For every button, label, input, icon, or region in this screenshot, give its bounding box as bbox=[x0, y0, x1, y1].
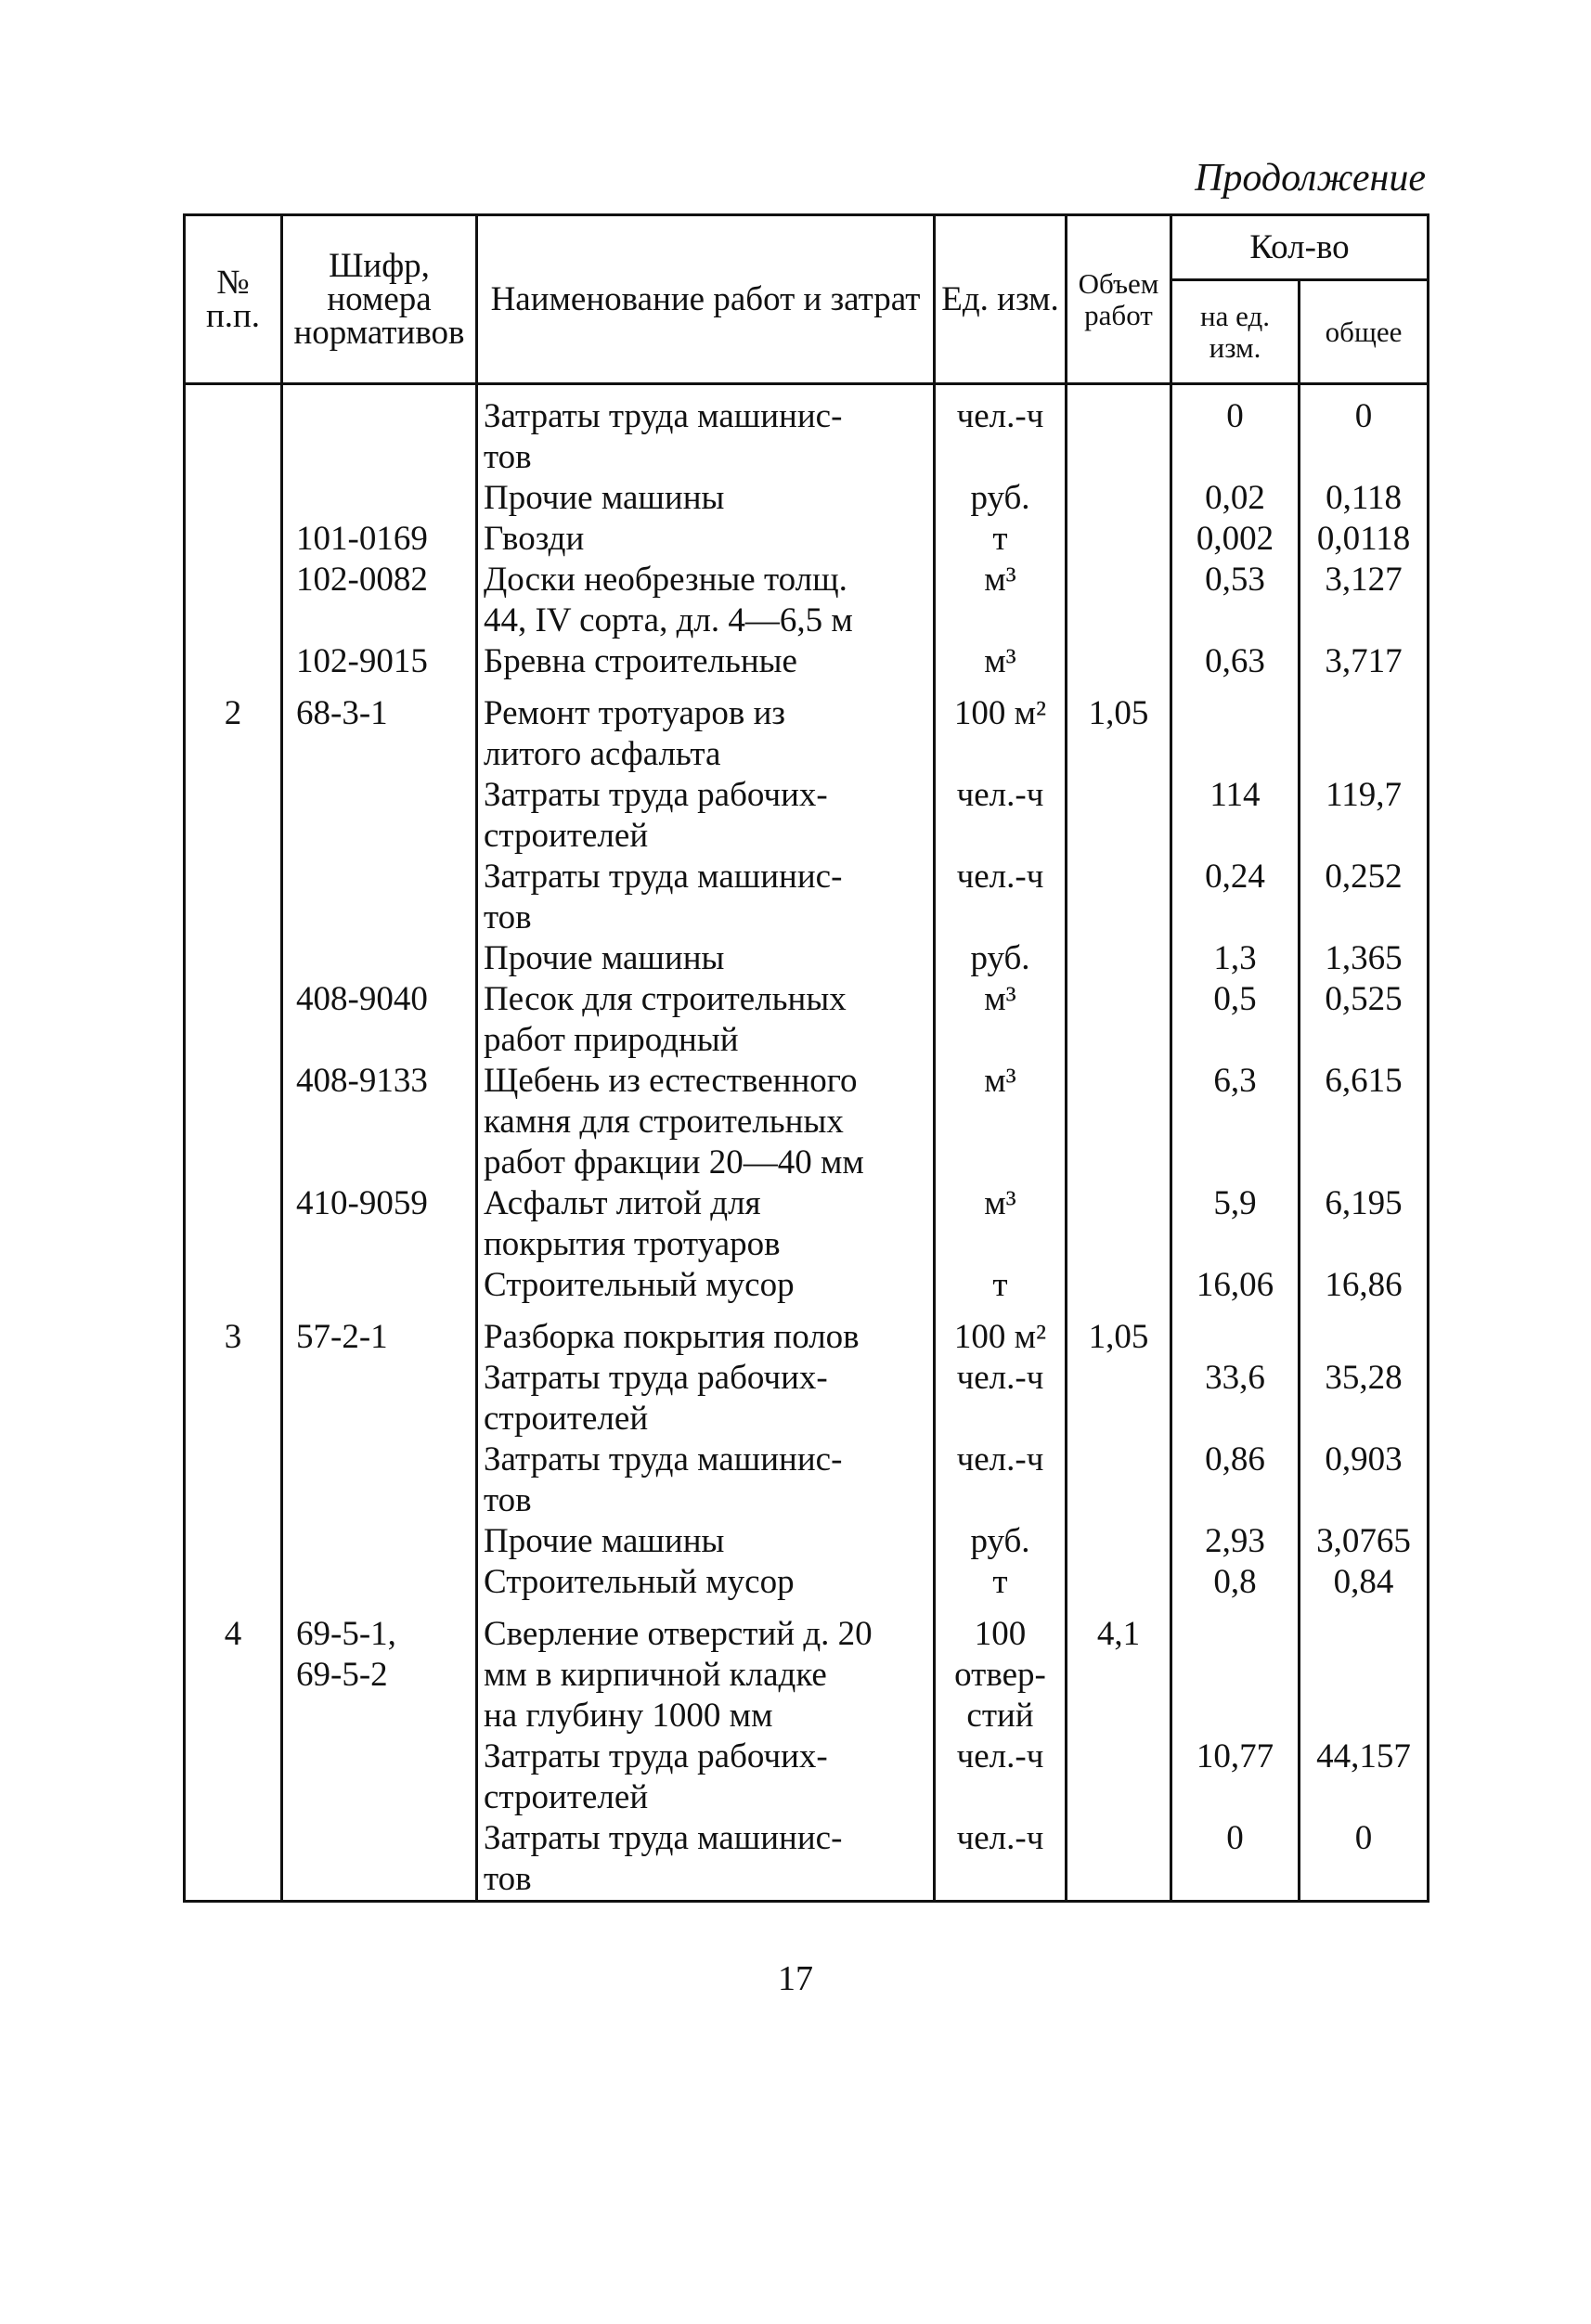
cell-code bbox=[282, 1562, 477, 1603]
cell-number bbox=[185, 478, 282, 519]
table-row bbox=[185, 857, 1429, 938]
cell-total: 6,195 bbox=[1300, 1183, 1429, 1265]
cell-per-unit bbox=[1171, 1603, 1300, 1737]
header-qty: Кол-во bbox=[1171, 215, 1429, 280]
table-row bbox=[185, 1265, 1429, 1306]
cell-total: 119,7 bbox=[1300, 775, 1429, 857]
table-row bbox=[185, 1440, 1429, 1521]
cell-unit: чел.-ч bbox=[935, 1737, 1067, 1818]
cell-total: 0 bbox=[1300, 384, 1429, 479]
cell-code bbox=[282, 1818, 477, 1902]
cell-unit: м³ bbox=[935, 979, 1067, 1061]
cell-number bbox=[185, 519, 282, 560]
cell-name: Прочие машины bbox=[477, 1521, 935, 1562]
cell-number bbox=[185, 1061, 282, 1183]
cell-name: Затраты труда машинис- тов bbox=[477, 857, 935, 938]
table-row bbox=[185, 1737, 1429, 1818]
cell-number bbox=[185, 938, 282, 979]
cell-per-unit: 0,86 bbox=[1171, 1440, 1300, 1521]
cell-per-unit: 10,77 bbox=[1171, 1737, 1300, 1818]
cell-unit: чел.-ч bbox=[935, 1818, 1067, 1902]
cell-code bbox=[282, 775, 477, 857]
table-row bbox=[185, 938, 1429, 979]
cell-unit: руб. bbox=[935, 478, 1067, 519]
table-row bbox=[185, 1562, 1429, 1603]
cell-per-unit: 0,53 bbox=[1171, 560, 1300, 641]
cell-per-unit: 114 bbox=[1171, 775, 1300, 857]
cell-number: 4 bbox=[185, 1603, 282, 1737]
cell-volume bbox=[1067, 938, 1171, 979]
header-name: Наименование работ и затрат bbox=[477, 215, 935, 384]
cell-code bbox=[282, 1737, 477, 1818]
cell-name: Гвозди bbox=[477, 519, 935, 560]
cell-unit: чел.-ч bbox=[935, 384, 1067, 479]
cell-total: 0,903 bbox=[1300, 1440, 1429, 1521]
cell-name: Затраты труда рабочих- строителей bbox=[477, 1358, 935, 1440]
cell-volume bbox=[1067, 478, 1171, 519]
cell-volume bbox=[1067, 641, 1171, 682]
table-row bbox=[185, 775, 1429, 857]
table-row bbox=[185, 478, 1429, 519]
cell-per-unit: 16,06 bbox=[1171, 1265, 1300, 1306]
header-volume: Объем работ bbox=[1067, 215, 1171, 384]
cell-per-unit: 0,8 bbox=[1171, 1562, 1300, 1603]
cell-number: 3 bbox=[185, 1306, 282, 1358]
cell-total: 0,252 bbox=[1300, 857, 1429, 938]
cell-number: 2 bbox=[185, 682, 282, 775]
table-row bbox=[185, 1818, 1429, 1902]
cell-per-unit: 6,3 bbox=[1171, 1061, 1300, 1183]
cell-volume bbox=[1067, 775, 1171, 857]
cell-unit: руб. bbox=[935, 938, 1067, 979]
cell-volume: 1,05 bbox=[1067, 682, 1171, 775]
cell-code: 68-3-1 bbox=[282, 682, 477, 775]
cell-unit: т bbox=[935, 1265, 1067, 1306]
cell-name: Прочие машины bbox=[477, 478, 935, 519]
cell-total: 0 bbox=[1300, 1818, 1429, 1902]
cell-per-unit: 1,3 bbox=[1171, 938, 1300, 979]
cell-name: Затраты труда машинис- тов bbox=[477, 1440, 935, 1521]
cell-code: 57-2-1 bbox=[282, 1306, 477, 1358]
table-row bbox=[185, 1306, 1429, 1358]
cell-per-unit: 5,9 bbox=[1171, 1183, 1300, 1265]
cell-code: 410-9059 bbox=[282, 1183, 477, 1265]
cell-total: 16,86 bbox=[1300, 1265, 1429, 1306]
cell-volume bbox=[1067, 384, 1171, 479]
cell-number bbox=[185, 979, 282, 1061]
cell-per-unit: 2,93 bbox=[1171, 1521, 1300, 1562]
cell-name: Затраты труда рабочих- строителей bbox=[477, 1737, 935, 1818]
cell-total: 6,615 bbox=[1300, 1061, 1429, 1183]
cell-code bbox=[282, 938, 477, 979]
cell-unit: чел.-ч bbox=[935, 1440, 1067, 1521]
cell-per-unit bbox=[1171, 682, 1300, 775]
cell-total: 44,157 bbox=[1300, 1737, 1429, 1818]
table-row bbox=[185, 979, 1429, 1061]
table-row bbox=[185, 641, 1429, 682]
cell-name: Затраты труда машинис- тов bbox=[477, 384, 935, 479]
cell-code bbox=[282, 1521, 477, 1562]
table-row bbox=[185, 1358, 1429, 1440]
cell-unit: 100 м² bbox=[935, 682, 1067, 775]
cell-name: Затраты труда рабочих- строителей bbox=[477, 775, 935, 857]
header-num: № п.п. bbox=[185, 215, 282, 384]
cell-per-unit bbox=[1171, 1306, 1300, 1358]
cell-total: 0,84 bbox=[1300, 1562, 1429, 1603]
cell-volume bbox=[1067, 979, 1171, 1061]
cell-total: 3,717 bbox=[1300, 641, 1429, 682]
cell-unit: чел.-ч bbox=[935, 857, 1067, 938]
cell-number bbox=[185, 1521, 282, 1562]
cell-volume bbox=[1067, 1358, 1171, 1440]
header-total: общее bbox=[1300, 280, 1429, 384]
cell-name: Сверление отверстий д. 20 мм в кирпичной кладке на глубину 1000 мм bbox=[477, 1603, 935, 1737]
cell-name: Бревна строительные bbox=[477, 641, 935, 682]
cell-per-unit: 0,002 bbox=[1171, 519, 1300, 560]
cell-per-unit: 0 bbox=[1171, 1818, 1300, 1902]
cell-unit: м³ bbox=[935, 1061, 1067, 1183]
cell-number bbox=[185, 857, 282, 938]
cell-name: Прочие машины bbox=[477, 938, 935, 979]
table-header bbox=[185, 215, 1429, 384]
header-per-unit: на ед. изм. bbox=[1171, 280, 1300, 384]
cell-code: 408-9133 bbox=[282, 1061, 477, 1183]
cell-total: 35,28 bbox=[1300, 1358, 1429, 1440]
cell-volume bbox=[1067, 1521, 1171, 1562]
cell-unit: м³ bbox=[935, 560, 1067, 641]
cell-code bbox=[282, 1265, 477, 1306]
cell-total: 0,118 bbox=[1300, 478, 1429, 519]
table-row bbox=[185, 1603, 1429, 1737]
cell-volume bbox=[1067, 1061, 1171, 1183]
cell-volume bbox=[1067, 1737, 1171, 1818]
cell-code bbox=[282, 1440, 477, 1521]
cell-total: 0,0118 bbox=[1300, 519, 1429, 560]
page-number: 17 bbox=[778, 1959, 813, 1998]
cell-code bbox=[282, 384, 477, 479]
table-row bbox=[185, 682, 1429, 775]
cell-total: 1,365 bbox=[1300, 938, 1429, 979]
cell-per-unit: 33,6 bbox=[1171, 1358, 1300, 1440]
table-row bbox=[185, 1183, 1429, 1265]
cell-code: 102-9015 bbox=[282, 641, 477, 682]
cell-unit: т bbox=[935, 519, 1067, 560]
cell-volume bbox=[1067, 1440, 1171, 1521]
cell-unit: м³ bbox=[935, 641, 1067, 682]
cell-unit: чел.-ч bbox=[935, 775, 1067, 857]
cell-unit: м³ bbox=[935, 1183, 1067, 1265]
cell-unit: чел.-ч bbox=[935, 1358, 1067, 1440]
cell-number bbox=[185, 641, 282, 682]
cell-unit: 100 м² bbox=[935, 1306, 1067, 1358]
cell-per-unit: 0 bbox=[1171, 384, 1300, 479]
cell-number bbox=[185, 1440, 282, 1521]
cell-unit: руб. bbox=[935, 1521, 1067, 1562]
table-row bbox=[185, 1521, 1429, 1562]
cell-number bbox=[185, 1265, 282, 1306]
cell-volume bbox=[1067, 1265, 1171, 1306]
cell-volume bbox=[1067, 857, 1171, 938]
header-unit: Ед. изм. bbox=[935, 215, 1067, 384]
cell-code bbox=[282, 478, 477, 519]
table-row bbox=[185, 519, 1429, 560]
table-row bbox=[185, 384, 1429, 479]
cell-total bbox=[1300, 1603, 1429, 1737]
cell-total: 0,525 bbox=[1300, 979, 1429, 1061]
cell-per-unit: 0,24 bbox=[1171, 857, 1300, 938]
cell-code bbox=[282, 857, 477, 938]
cell-number bbox=[185, 1183, 282, 1265]
cell-number bbox=[185, 560, 282, 641]
cell-name: Разборка покрытия полов bbox=[477, 1306, 935, 1358]
cell-code bbox=[282, 1358, 477, 1440]
cell-per-unit: 0,02 bbox=[1171, 478, 1300, 519]
works-table bbox=[183, 213, 1429, 1903]
cell-number bbox=[185, 1562, 282, 1603]
cell-name: Ремонт тротуаров из литого асфальта bbox=[477, 682, 935, 775]
table-body bbox=[185, 384, 1429, 1902]
cell-number bbox=[185, 1358, 282, 1440]
cell-volume bbox=[1067, 1183, 1171, 1265]
cell-volume: 1,05 bbox=[1067, 1306, 1171, 1358]
cell-name: Асфальт литой для покрытия тротуаров bbox=[477, 1183, 935, 1265]
cell-unit: 100 отвер- стий bbox=[935, 1603, 1067, 1737]
cell-number bbox=[185, 775, 282, 857]
cell-volume bbox=[1067, 1818, 1171, 1902]
header-code: Шифр, номера нормативов bbox=[282, 215, 477, 384]
cell-total: 3,127 bbox=[1300, 560, 1429, 641]
cell-code: 101-0169 bbox=[282, 519, 477, 560]
cell-unit: т bbox=[935, 1562, 1067, 1603]
continuation-label: Продолжение bbox=[1195, 157, 1426, 200]
cell-total bbox=[1300, 1306, 1429, 1358]
cell-code: 69-5-1, 69-5-2 bbox=[282, 1603, 477, 1737]
cell-per-unit: 0,63 bbox=[1171, 641, 1300, 682]
table-row bbox=[185, 560, 1429, 641]
cell-code: 408-9040 bbox=[282, 979, 477, 1061]
cell-volume bbox=[1067, 560, 1171, 641]
cell-name: Доски необрезные толщ. 44, IV сорта, дл. 4—6,5 м bbox=[477, 560, 935, 641]
cell-name: Строительный мусор bbox=[477, 1265, 935, 1306]
cell-code: 102-0082 bbox=[282, 560, 477, 641]
table-row bbox=[185, 1061, 1429, 1183]
cell-number bbox=[185, 1737, 282, 1818]
cell-volume: 4,1 bbox=[1067, 1603, 1171, 1737]
cell-name: Строительный мусор bbox=[477, 1562, 935, 1603]
cell-per-unit: 0,5 bbox=[1171, 979, 1300, 1061]
cell-number bbox=[185, 384, 282, 479]
cell-number bbox=[185, 1818, 282, 1902]
cell-total bbox=[1300, 682, 1429, 775]
cell-name: Щебень из естественного камня для строительных работ фракции 20—40 мм bbox=[477, 1061, 935, 1183]
cell-name: Песок для строительных работ природный bbox=[477, 979, 935, 1061]
cell-volume bbox=[1067, 519, 1171, 560]
cell-name: Затраты труда машинис- тов bbox=[477, 1818, 935, 1902]
cell-total: 3,0765 bbox=[1300, 1521, 1429, 1562]
cell-volume bbox=[1067, 1562, 1171, 1603]
